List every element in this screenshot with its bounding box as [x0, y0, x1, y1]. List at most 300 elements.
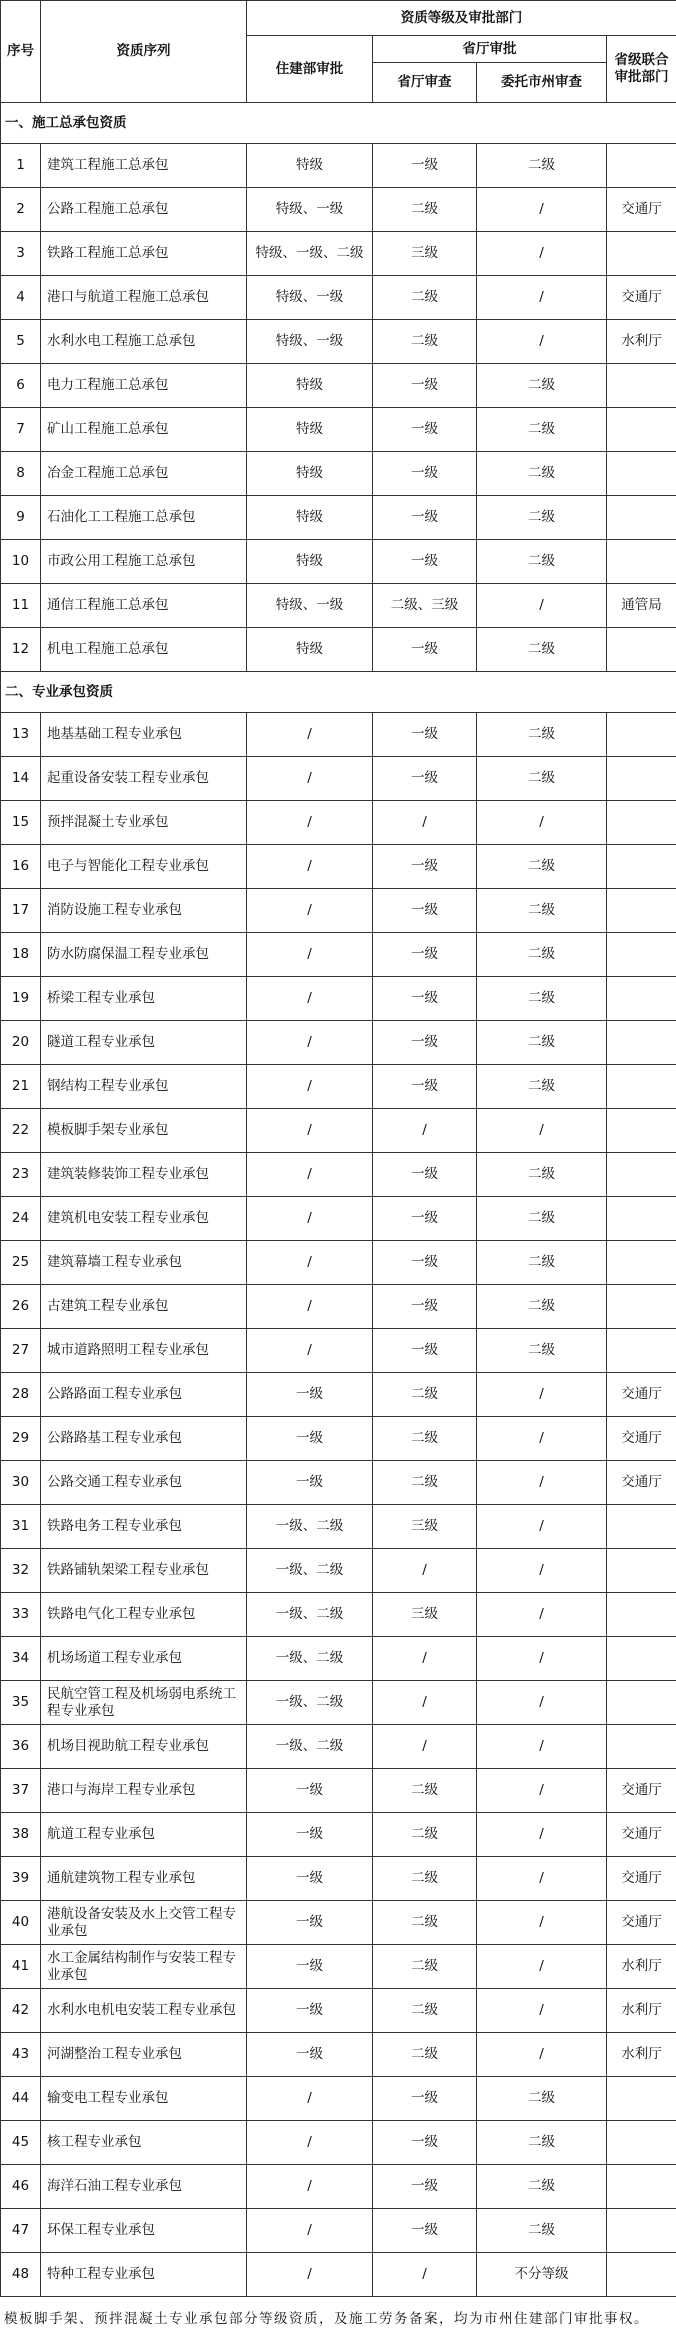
cell-prov-review: 二级 [373, 320, 477, 364]
table-row [1, 496, 676, 540]
cell-series: 通信工程施工总承包 [41, 584, 247, 628]
cell-city-review: / [477, 188, 607, 232]
cell-seq: 34 [1, 1637, 41, 1681]
table-row [1, 1857, 676, 1901]
cell-series: 矿山工程施工总承包 [41, 408, 247, 452]
cell-joint [607, 364, 676, 408]
table-row [1, 1109, 676, 1153]
cell-series: 公路路基工程专业承包 [41, 1417, 247, 1461]
cell-city-review: / [477, 1109, 607, 1153]
cell-series: 城市道路照明工程专业承包 [41, 1329, 247, 1373]
table-row [1, 1417, 676, 1461]
cell-prov-review: 二级 [373, 1417, 477, 1461]
cell-city-review: 二级 [477, 1197, 607, 1241]
cell-ministry: 一级、二级 [247, 1505, 373, 1549]
cell-seq: 2 [1, 188, 41, 232]
cell-city-review: 二级 [477, 1329, 607, 1373]
cell-series: 航道工程专业承包 [41, 1813, 247, 1857]
table-row [1, 713, 676, 757]
cell-prov-review: 一级 [373, 1329, 477, 1373]
cell-joint [607, 1285, 676, 1329]
cell-seq: 37 [1, 1769, 41, 1813]
cell-city-review: 二级 [477, 1241, 607, 1285]
cell-city-review: / [477, 1681, 607, 1725]
cell-prov-review: 一级 [373, 144, 477, 188]
cell-seq: 4 [1, 276, 41, 320]
cell-seq: 19 [1, 977, 41, 1021]
cell-prov-review: 一级 [373, 2121, 477, 2165]
cell-series: 石油化工工程施工总承包 [41, 496, 247, 540]
cell-city-review: / [477, 1593, 607, 1637]
cell-seq: 36 [1, 1725, 41, 1769]
section-header-row [1, 103, 676, 144]
cell-series: 输变电工程专业承包 [41, 2077, 247, 2121]
cell-joint [607, 845, 676, 889]
table-row [1, 977, 676, 1021]
cell-city-review: 二级 [477, 2077, 607, 2121]
cell-seq: 31 [1, 1505, 41, 1549]
cell-series: 海洋石油工程专业承包 [41, 2165, 247, 2209]
cell-series: 桥梁工程专业承包 [41, 977, 247, 1021]
cell-ministry: 特级 [247, 364, 373, 408]
cell-prov-review: 一级 [373, 1241, 477, 1285]
cell-joint: 水利厅 [607, 2033, 676, 2077]
table-row [1, 1681, 676, 1725]
cell-prov-review: 二级 [373, 188, 477, 232]
cell-seq: 43 [1, 2033, 41, 2077]
table-row [1, 1197, 676, 1241]
cell-series: 冶金工程施工总承包 [41, 452, 247, 496]
table-row [1, 2253, 676, 2297]
cell-seq: 11 [1, 584, 41, 628]
cell-seq: 45 [1, 2121, 41, 2165]
cell-joint [607, 144, 676, 188]
cell-prov-review: 一级 [373, 1153, 477, 1197]
cell-seq: 39 [1, 1857, 41, 1901]
cell-series: 铁路铺轨架梁工程专业承包 [41, 1549, 247, 1593]
cell-prov-review: / [373, 1725, 477, 1769]
cell-seq: 38 [1, 1813, 41, 1857]
cell-series: 公路工程施工总承包 [41, 188, 247, 232]
cell-joint [607, 1505, 676, 1549]
cell-city-review: 二级 [477, 452, 607, 496]
cell-prov-review: 二级 [373, 1945, 477, 1989]
cell-prov-review: 二级 [373, 276, 477, 320]
table-row [1, 1065, 676, 1109]
cell-seq: 10 [1, 540, 41, 584]
cell-seq: 23 [1, 1153, 41, 1197]
cell-prov-review: 二级 [373, 1373, 477, 1417]
cell-ministry: / [247, 1021, 373, 1065]
cell-joint: 交通厅 [607, 1813, 676, 1857]
cell-city-review: / [477, 2033, 607, 2077]
header-seq: 序号 [1, 1, 41, 103]
cell-prov-review: / [373, 2253, 477, 2297]
cell-prov-review: / [373, 1637, 477, 1681]
cell-ministry: / [247, 933, 373, 977]
table-row [1, 364, 676, 408]
table-row [1, 1593, 676, 1637]
cell-series: 建筑装修装饰工程专业承包 [41, 1153, 247, 1197]
table-row [1, 2121, 676, 2165]
cell-ministry: 特级 [247, 540, 373, 584]
cell-series: 水利水电工程施工总承包 [41, 320, 247, 364]
cell-joint [607, 2165, 676, 2209]
cell-prov-review: 二级 [373, 1989, 477, 2033]
cell-prov-review: 一级 [373, 540, 477, 584]
cell-joint: 水利厅 [607, 320, 676, 364]
cell-ministry: 一级、二级 [247, 1681, 373, 1725]
cell-prov-review: 一级 [373, 933, 477, 977]
cell-prov-review: 一级 [373, 2209, 477, 2253]
cell-prov-review: 一级 [373, 1197, 477, 1241]
cell-prov-review: 一级 [373, 1021, 477, 1065]
cell-prov-review: 一级 [373, 628, 477, 672]
cell-ministry: 一级 [247, 2033, 373, 2077]
cell-seq: 7 [1, 408, 41, 452]
cell-joint [607, 977, 676, 1021]
cell-joint [607, 628, 676, 672]
cell-series: 钢结构工程专业承包 [41, 1065, 247, 1109]
cell-ministry: / [247, 1329, 373, 1373]
cell-seq: 26 [1, 1285, 41, 1329]
cell-joint: 交通厅 [607, 1373, 676, 1417]
cell-series: 特种工程专业承包 [41, 2253, 247, 2297]
table-row [1, 232, 676, 276]
cell-city-review: / [477, 320, 607, 364]
cell-prov-review: 二级 [373, 2033, 477, 2077]
cell-ministry: 一级、二级 [247, 1725, 373, 1769]
cell-prov-review: 二级 [373, 1857, 477, 1901]
cell-joint [607, 496, 676, 540]
cell-series: 环保工程专业承包 [41, 2209, 247, 2253]
table-row [1, 1153, 676, 1197]
cell-ministry: 一级、二级 [247, 1593, 373, 1637]
table-row [1, 1769, 676, 1813]
cell-seq: 20 [1, 1021, 41, 1065]
cell-series: 模板脚手架专业承包 [41, 1109, 247, 1153]
cell-city-review: 二级 [477, 408, 607, 452]
cell-joint [607, 757, 676, 801]
cell-city-review: / [477, 1901, 607, 1945]
cell-city-review: / [477, 1417, 607, 1461]
table-row [1, 1021, 676, 1065]
cell-prov-review: / [373, 801, 477, 845]
cell-city-review: / [477, 232, 607, 276]
cell-joint [607, 1153, 676, 1197]
cell-ministry: / [247, 1109, 373, 1153]
cell-seq: 25 [1, 1241, 41, 1285]
cell-prov-review: / [373, 1681, 477, 1725]
cell-city-review: 二级 [477, 1153, 607, 1197]
header-province: 省厅审批 [373, 36, 607, 63]
section-title: 一、施工总承包资质 [1, 103, 676, 144]
cell-prov-review: 一级 [373, 845, 477, 889]
table-row [1, 2033, 676, 2077]
cell-prov-review: 一级 [373, 977, 477, 1021]
cell-series: 铁路电气化工程专业承包 [41, 1593, 247, 1637]
cell-series: 预拌混凝土专业承包 [41, 801, 247, 845]
cell-series: 电力工程施工总承包 [41, 364, 247, 408]
cell-seq: 8 [1, 452, 41, 496]
cell-ministry: / [247, 1065, 373, 1109]
cell-joint [607, 540, 676, 584]
table-row [1, 757, 676, 801]
cell-prov-review: 二级、三级 [373, 584, 477, 628]
cell-joint: 交通厅 [607, 1461, 676, 1505]
cell-city-review: / [477, 1813, 607, 1857]
cell-ministry: 一级 [247, 1989, 373, 2033]
cell-city-review: 二级 [477, 364, 607, 408]
table-row [1, 408, 676, 452]
cell-seq: 28 [1, 1373, 41, 1417]
cell-ministry: 一级 [247, 1769, 373, 1813]
cell-joint [607, 1329, 676, 1373]
cell-seq: 6 [1, 364, 41, 408]
cell-city-review: / [477, 1505, 607, 1549]
table-row [1, 889, 676, 933]
cell-series: 公路路面工程专业承包 [41, 1373, 247, 1417]
cell-prov-review: 一级 [373, 364, 477, 408]
cell-joint [607, 1637, 676, 1681]
cell-city-review: 二级 [477, 2165, 607, 2209]
cell-joint [607, 1593, 676, 1637]
cell-prov-review: 二级 [373, 1813, 477, 1857]
cell-ministry: 特级、一级 [247, 188, 373, 232]
cell-joint [607, 452, 676, 496]
cell-ministry: / [247, 757, 373, 801]
cell-joint: 交通厅 [607, 1857, 676, 1901]
header-city-review: 委托市州审查 [477, 63, 607, 103]
cell-city-review: / [477, 1857, 607, 1901]
cell-prov-review: 二级 [373, 1461, 477, 1505]
cell-joint [607, 2121, 676, 2165]
cell-seq: 3 [1, 232, 41, 276]
cell-prov-review: 一级 [373, 408, 477, 452]
table-row [1, 1989, 676, 2033]
cell-seq: 15 [1, 801, 41, 845]
cell-city-review: / [477, 1373, 607, 1417]
cell-ministry: 一级 [247, 1461, 373, 1505]
footnote: 模板脚手架、预拌混凝土专业承包部分等级资质，及施工劳务备案，均为市州住建部门审批事权。 [4, 2311, 649, 2327]
cell-prov-review: 一级 [373, 757, 477, 801]
table-row [1, 1901, 676, 1945]
cell-prov-review: 一级 [373, 452, 477, 496]
cell-prov-review: 三级 [373, 232, 477, 276]
cell-ministry: 一级、二级 [247, 1549, 373, 1593]
cell-joint: 交通厅 [607, 276, 676, 320]
cell-seq: 48 [1, 2253, 41, 2297]
table-row [1, 1505, 676, 1549]
cell-ministry: / [247, 2121, 373, 2165]
cell-series: 民航空管工程及机场弱电系统工程专业承包 [41, 1681, 247, 1725]
cell-joint [607, 2253, 676, 2297]
cell-city-review: 二级 [477, 845, 607, 889]
cell-seq: 27 [1, 1329, 41, 1373]
cell-prov-review: 二级 [373, 1901, 477, 1945]
header-level-dept: 资质等级及审批部门 [247, 1, 676, 36]
table-row [1, 1813, 676, 1857]
cell-joint [607, 801, 676, 845]
table-row [1, 540, 676, 584]
section-title: 二、专业承包资质 [1, 672, 676, 713]
cell-series: 市政公用工程施工总承包 [41, 540, 247, 584]
cell-city-review: 二级 [477, 144, 607, 188]
table-row [1, 1945, 676, 1989]
table-row [1, 452, 676, 496]
cell-ministry: 一级、二级 [247, 1637, 373, 1681]
table-row [1, 188, 676, 232]
cell-city-review: 二级 [477, 628, 607, 672]
table-row [1, 1461, 676, 1505]
cell-series: 通航建筑物工程专业承包 [41, 1857, 247, 1901]
table-row [1, 276, 676, 320]
table-row [1, 1637, 676, 1681]
table-row [1, 801, 676, 845]
cell-series: 隧道工程专业承包 [41, 1021, 247, 1065]
cell-series: 机场场道工程专业承包 [41, 1637, 247, 1681]
cell-ministry: 一级 [247, 1417, 373, 1461]
cell-city-review: 二级 [477, 757, 607, 801]
cell-series: 水工金属结构制作与安装工程专业承包 [41, 1945, 247, 1989]
cell-joint [607, 1725, 676, 1769]
cell-city-review: / [477, 1549, 607, 1593]
cell-joint: 水利厅 [607, 1989, 676, 2033]
cell-series: 古建筑工程专业承包 [41, 1285, 247, 1329]
cell-seq: 14 [1, 757, 41, 801]
cell-seq: 16 [1, 845, 41, 889]
table-row [1, 933, 676, 977]
cell-joint: 交通厅 [607, 188, 676, 232]
cell-ministry: 特级 [247, 408, 373, 452]
cell-joint [607, 1109, 676, 1153]
cell-city-review: / [477, 1989, 607, 2033]
cell-series: 机场目视助航工程专业承包 [41, 1725, 247, 1769]
cell-ministry: / [247, 1197, 373, 1241]
cell-prov-review: / [373, 1549, 477, 1593]
section-header-row [1, 672, 676, 713]
table-row [1, 2209, 676, 2253]
cell-joint [607, 1021, 676, 1065]
cell-series: 核工程专业承包 [41, 2121, 247, 2165]
cell-seq: 17 [1, 889, 41, 933]
cell-series: 公路交通工程专业承包 [41, 1461, 247, 1505]
cell-ministry: / [247, 1241, 373, 1285]
cell-joint: 水利厅 [607, 1945, 676, 1989]
table-row [1, 1549, 676, 1593]
cell-joint [607, 713, 676, 757]
cell-seq: 30 [1, 1461, 41, 1505]
cell-joint [607, 933, 676, 977]
cell-city-review: 二级 [477, 1065, 607, 1109]
cell-ministry: / [247, 801, 373, 845]
header-prov-review: 省厅审查 [373, 63, 477, 103]
cell-prov-review: / [373, 1109, 477, 1153]
cell-city-review: / [477, 276, 607, 320]
cell-ministry: 特级、一级 [247, 584, 373, 628]
cell-city-review: / [477, 1725, 607, 1769]
cell-series: 港航设备安装及水上交管工程专业承包 [41, 1901, 247, 1945]
cell-ministry: 特级 [247, 628, 373, 672]
cell-city-review: 二级 [477, 540, 607, 584]
cell-city-review: 不分等级 [477, 2253, 607, 2297]
cell-prov-review: 三级 [373, 1593, 477, 1637]
cell-joint [607, 1241, 676, 1285]
cell-series: 机电工程施工总承包 [41, 628, 247, 672]
cell-prov-review: 一级 [373, 1065, 477, 1109]
cell-prov-review: 一级 [373, 2077, 477, 2121]
cell-seq: 21 [1, 1065, 41, 1109]
table-row [1, 2165, 676, 2209]
cell-joint: 通管局 [607, 584, 676, 628]
cell-city-review: 二级 [477, 713, 607, 757]
cell-joint [607, 232, 676, 276]
cell-prov-review: 一级 [373, 1285, 477, 1329]
cell-seq: 29 [1, 1417, 41, 1461]
cell-series: 铁路电务工程专业承包 [41, 1505, 247, 1549]
cell-ministry: 一级 [247, 1857, 373, 1901]
cell-seq: 5 [1, 320, 41, 364]
cell-ministry: / [247, 2077, 373, 2121]
cell-ministry: / [247, 2253, 373, 2297]
cell-seq: 13 [1, 713, 41, 757]
table-row [1, 845, 676, 889]
cell-series: 消防设施工程专业承包 [41, 889, 247, 933]
cell-prov-review: 一级 [373, 889, 477, 933]
cell-seq: 9 [1, 496, 41, 540]
cell-series: 建筑工程施工总承包 [41, 144, 247, 188]
cell-joint [607, 2077, 676, 2121]
cell-prov-review: 一级 [373, 2165, 477, 2209]
cell-city-review: 二级 [477, 1021, 607, 1065]
cell-joint [607, 1681, 676, 1725]
cell-city-review: 二级 [477, 2209, 607, 2253]
table-row [1, 320, 676, 364]
cell-seq: 47 [1, 2209, 41, 2253]
cell-seq: 40 [1, 1901, 41, 1945]
cell-seq: 32 [1, 1549, 41, 1593]
cell-prov-review: 一级 [373, 496, 477, 540]
cell-seq: 44 [1, 2077, 41, 2121]
cell-series: 铁路工程施工总承包 [41, 232, 247, 276]
cell-ministry: / [247, 1153, 373, 1197]
cell-seq: 22 [1, 1109, 41, 1153]
cell-ministry: 一级 [247, 1945, 373, 1989]
cell-ministry: 特级、一级 [247, 276, 373, 320]
cell-ministry: / [247, 2209, 373, 2253]
cell-city-review: / [477, 801, 607, 845]
cell-series: 水利水电机电安装工程专业承包 [41, 1989, 247, 2033]
cell-series: 起重设备安装工程专业承包 [41, 757, 247, 801]
table-row [1, 1373, 676, 1417]
header-ministry: 住建部审批 [247, 36, 373, 103]
cell-city-review: 二级 [477, 1285, 607, 1329]
cell-joint: 交通厅 [607, 1769, 676, 1813]
cell-prov-review: 三级 [373, 1505, 477, 1549]
cell-seq: 41 [1, 1945, 41, 1989]
table-row [1, 628, 676, 672]
cell-city-review: 二级 [477, 977, 607, 1021]
cell-ministry: / [247, 977, 373, 1021]
table-body [1, 103, 676, 2297]
cell-series: 防水防腐保温工程专业承包 [41, 933, 247, 977]
cell-series: 建筑幕墙工程专业承包 [41, 1241, 247, 1285]
table-row [1, 144, 676, 188]
cell-ministry: / [247, 889, 373, 933]
cell-ministry: / [247, 713, 373, 757]
cell-ministry: 特级 [247, 144, 373, 188]
cell-ministry: 一级 [247, 1373, 373, 1417]
